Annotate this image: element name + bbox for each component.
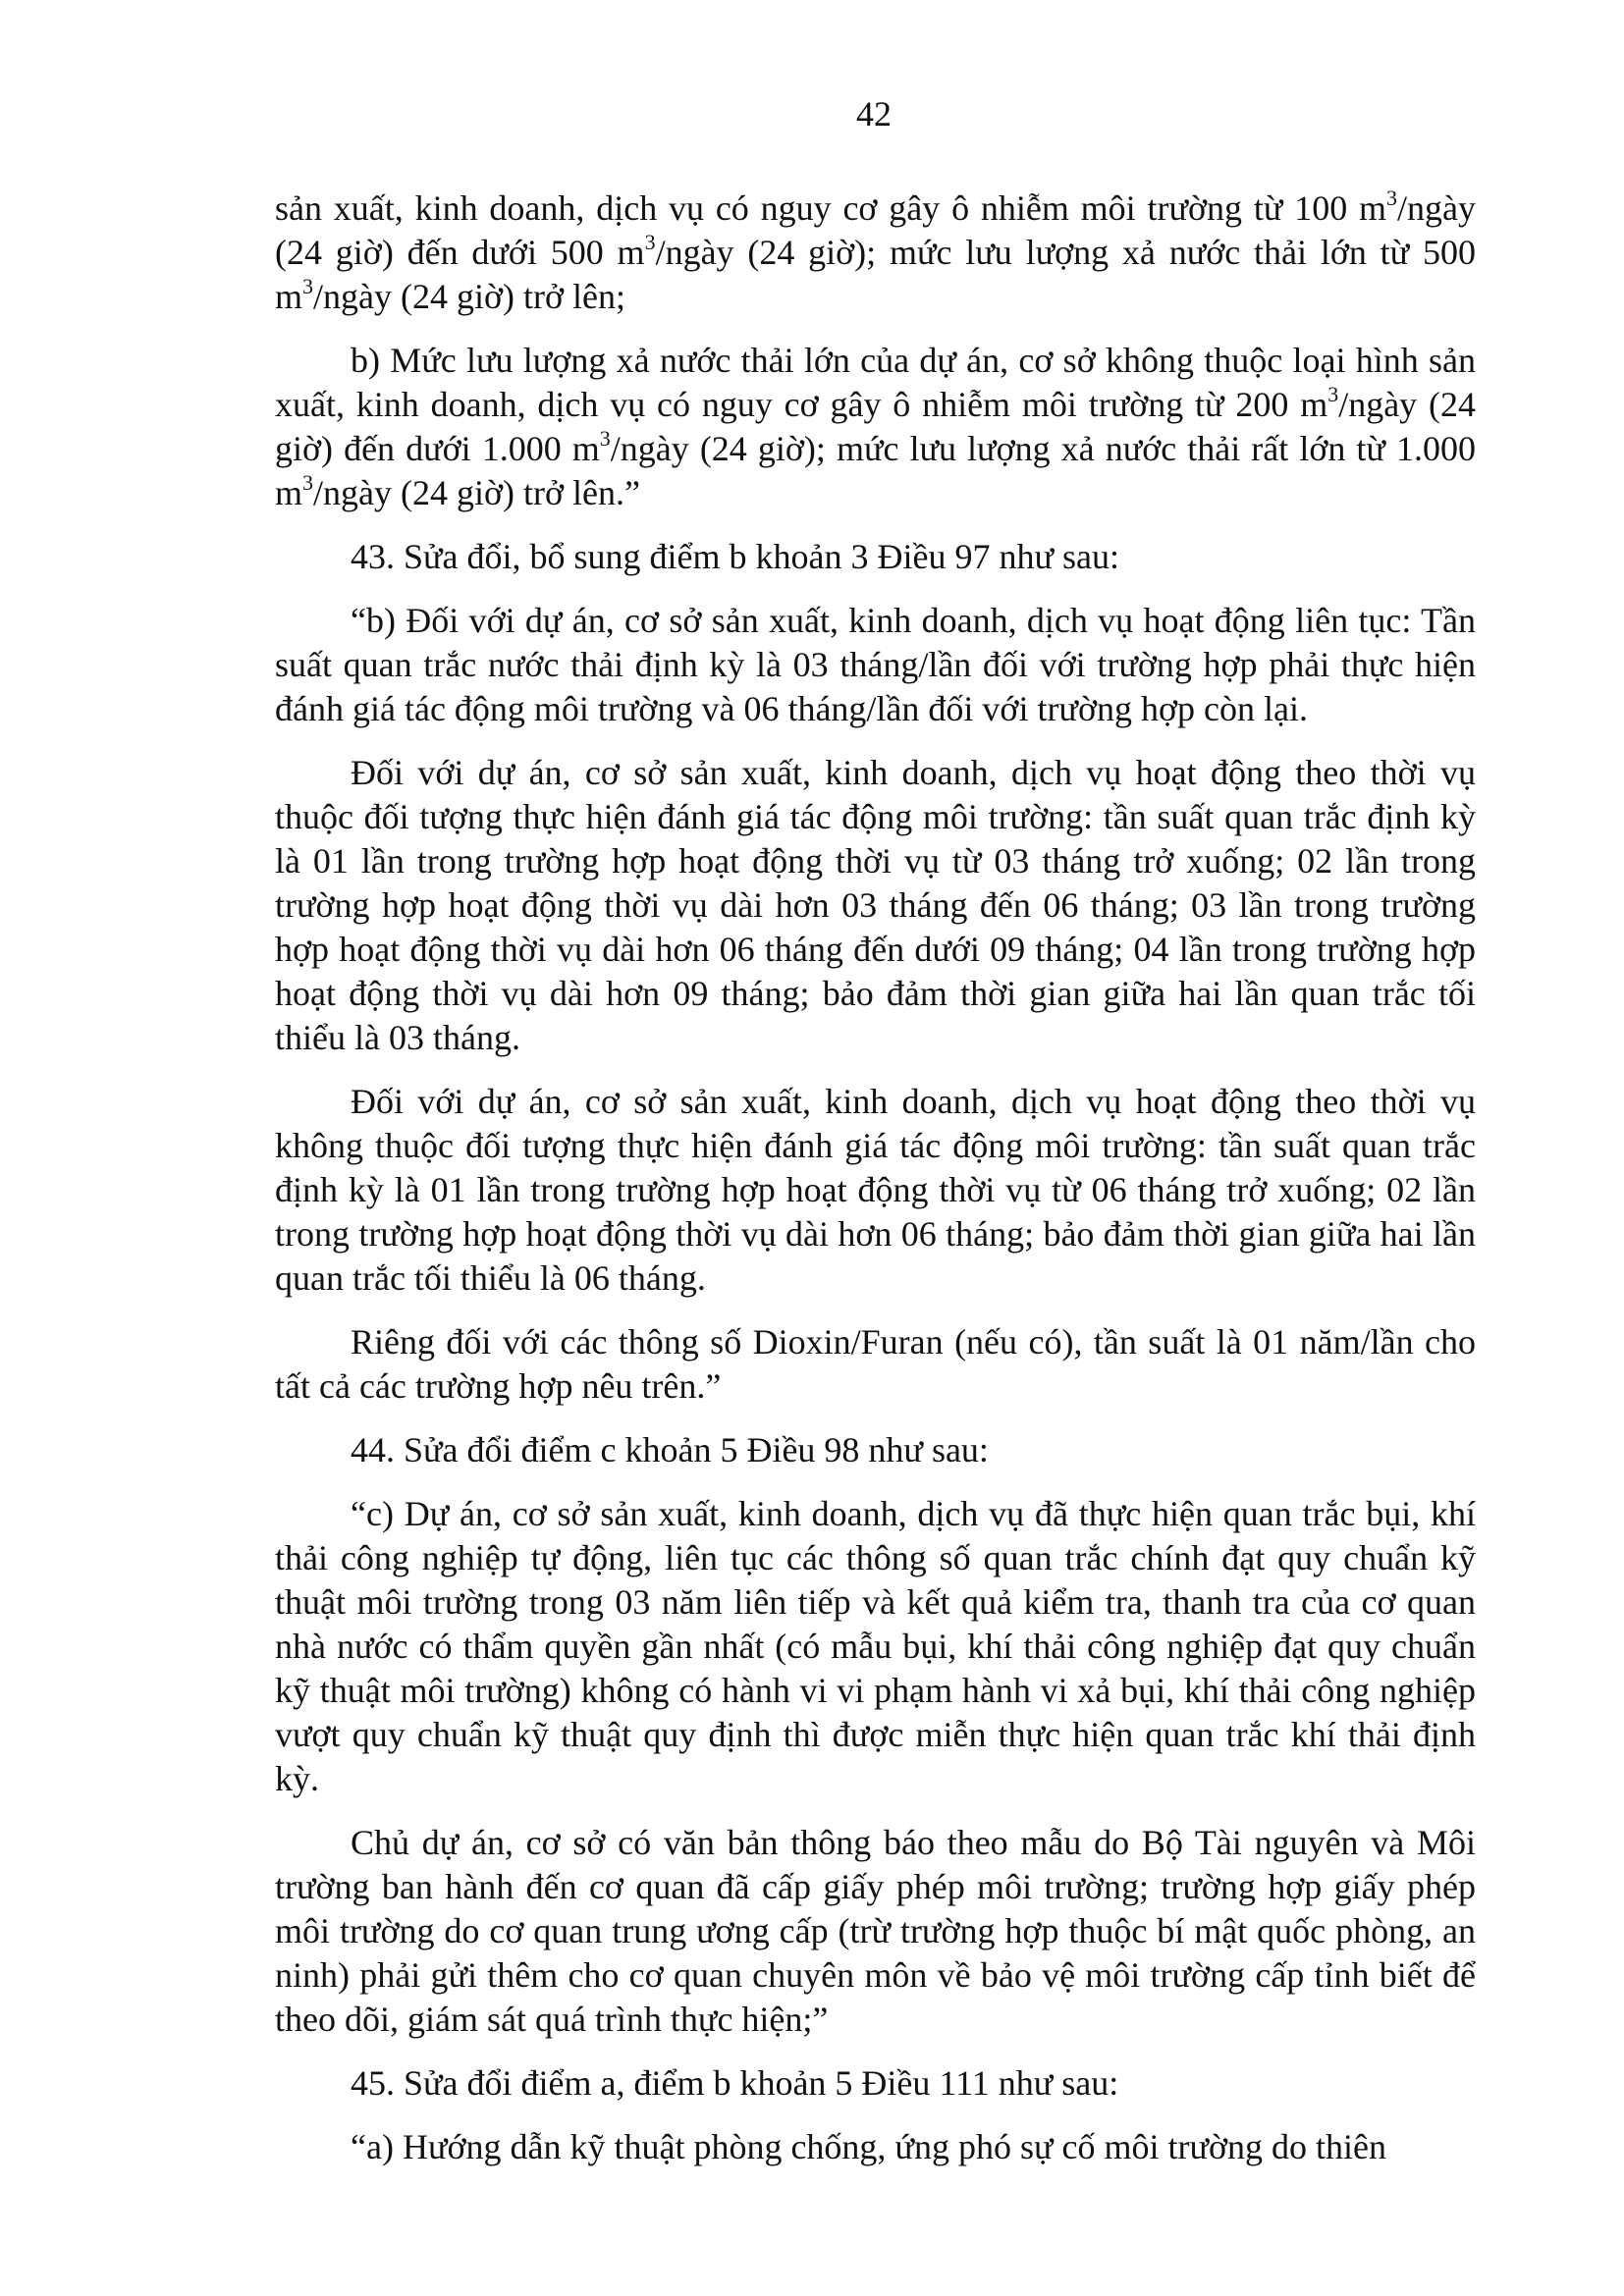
paragraph-text: Đối với dự án, cơ sở sản xuất, kinh doanh, dịch vụ hoạt động theo thời vụ thuộc đối tượng thực hiện đánh giá tác động môi trường: tần suất quan trắc định kỳ là 01 lần trong trường hợp hoạt động thời vụ từ 03 tháng trở xuống; 02 lần trong trường hợp hoạt động thời vụ dài hơn 03 tháng đến 06 tháng; 03 lần trong trường hợp hoạt động thời vụ dài hơn 06 tháng đến dưới 09 tháng; 04 lần trong trường hợp hoạt động thời vụ dài hơn 09 tháng; bảo đảm thời gian giữa hai lần quan trắc tối thiểu là 03 tháng. <box>275 753 1476 1057</box>
superscript: 3 <box>302 274 314 298</box>
paragraph-text: “b) Đối với dự án, cơ sở sản xuất, kinh doanh, dịch vụ hoạt động liên tục: Tần suất quan trắc nước thải định kỳ là 03 tháng/lần đối với trường hợp phải thực hiện đánh giá tác động môi trường và 06 tháng/lần đối với trường hợp còn lại. <box>275 601 1476 728</box>
paragraph-text: /ngày (24 giờ) trở lên.” <box>313 473 640 512</box>
paragraph-text: “c) Dự án, cơ sở sản xuất, kinh doanh, dịch vụ đã thực hiện quan trắc bụi, khí thải công nghiệp tự động, liên tục các thông số quan trắc chính đạt quy chuẩn kỹ thuật môi trường trong 03 năm liên tiếp và kết quả kiểm tra, thanh tra của cơ quan nhà nước có thẩm quyền gần nhất (có mẫu bụi, khí thải công nghiệp đạt quy chuẩn kỹ thuật môi trường) không có hành vi vi phạm hành vi xả bụi, khí thải công nghiệp vượt quy chuẩn kỹ thuật quy định thì được miễn thực hiện quan trắc khí thải định kỳ. <box>275 1494 1476 1798</box>
paragraph-text: Chủ dự án, cơ sở có văn bản thông báo theo mẫu do Bộ Tài nguyên và Môi trường ban hành đến cơ quan đã cấp giấy phép môi trường; trường hợp giấy phép môi trường do cơ quan trung ương cấp (trừ trường hợp thuộc bí mật quốc phòng, an ninh) phải gửi thêm cho cơ quan chuyên môn về bảo vệ môi trường cấp tỉnh biết để theo dõi, giám sát quá trình thực hiện;” <box>275 1823 1476 2039</box>
superscript: 3 <box>1327 382 1339 406</box>
paragraph <box>275 1428 1476 1472</box>
paragraph-text: b) Mức lưu lượng xả nước thải lớn của dự án, cơ sở không thuộc loại hình sản xuất, kinh doanh, dịch vụ có nguy cơ gây ô nhiễm môi trường từ 200 m <box>275 341 1476 424</box>
paragraph <box>275 187 1476 319</box>
paragraph <box>275 751 1476 1060</box>
paragraph-text: /ngày (24 giờ) đến dưới 500 m <box>275 188 1476 272</box>
paragraph-text: 43. Sửa đổi, bổ sung điểm b khoản 3 Điều 97 như sau: <box>351 537 1119 576</box>
paragraph <box>275 2125 1476 2169</box>
paragraph <box>275 1821 1476 2042</box>
paragraph-text: sản xuất, kinh doanh, dịch vụ có nguy cơ gây ô nhiễm môi trường từ 100 m <box>275 188 1387 228</box>
paragraph-text: /ngày (24 giờ); mức lưu lượng xả nước thải lớn từ 500 m <box>275 233 1476 316</box>
paragraph-text: /ngày (24 giờ) trở lên; <box>313 277 626 316</box>
paragraph-text: /ngày (24 giờ); mức lưu lượng xả nước thải rất lớn từ 1.000 m <box>275 429 1476 512</box>
paragraph-text: “a) Hướng dẫn kỹ thuật phòng chống, ứng phó sự cố môi trường do thiên <box>351 2127 1386 2166</box>
page-number: 42 <box>856 94 892 133</box>
superscript: 3 <box>644 230 656 254</box>
superscript: 3 <box>1386 186 1398 210</box>
paragraph-text: /ngày (24 giờ) đến dưới 1.000 m <box>275 385 1476 468</box>
paragraph-text: Đối với dự án, cơ sở sản xuất, kinh doanh, dịch vụ hoạt động theo thời vụ không thuộc đối tượng thực hiện đánh giá tác động môi trường: tần suất quan trắc định kỳ là 01 lần trong trường hợp hoạt động thời vụ từ 06 tháng trở xuống; 02 lần trong trường hợp hoạt động thời vụ dài hơn 06 tháng; bảo đảm thời gian giữa hai lần quan trắc tối thiểu là 06 tháng. <box>275 1082 1476 1298</box>
paragraph <box>275 1320 1476 1409</box>
document-body <box>275 187 1476 2189</box>
superscript: 3 <box>302 470 314 495</box>
paragraph-text: 44. Sửa đổi điểm c khoản 5 Điều 98 như sau: <box>351 1430 989 1469</box>
paragraph <box>275 599 1476 731</box>
paragraph <box>275 339 1476 515</box>
paragraph-text: Riêng đối với các thông số Dioxin/Furan (nếu có), tần suất là 01 năm/lần cho tất cả các trường hợp nêu trên.” <box>275 1322 1476 1406</box>
paragraph-text: 45. Sửa đổi điểm a, điểm b khoản 5 Điều 111 như sau: <box>351 2063 1119 2103</box>
superscript: 3 <box>599 426 611 451</box>
paragraph <box>275 1492 1476 1801</box>
paragraph <box>275 1080 1476 1301</box>
paragraph <box>275 2061 1476 2106</box>
paragraph <box>275 535 1476 579</box>
